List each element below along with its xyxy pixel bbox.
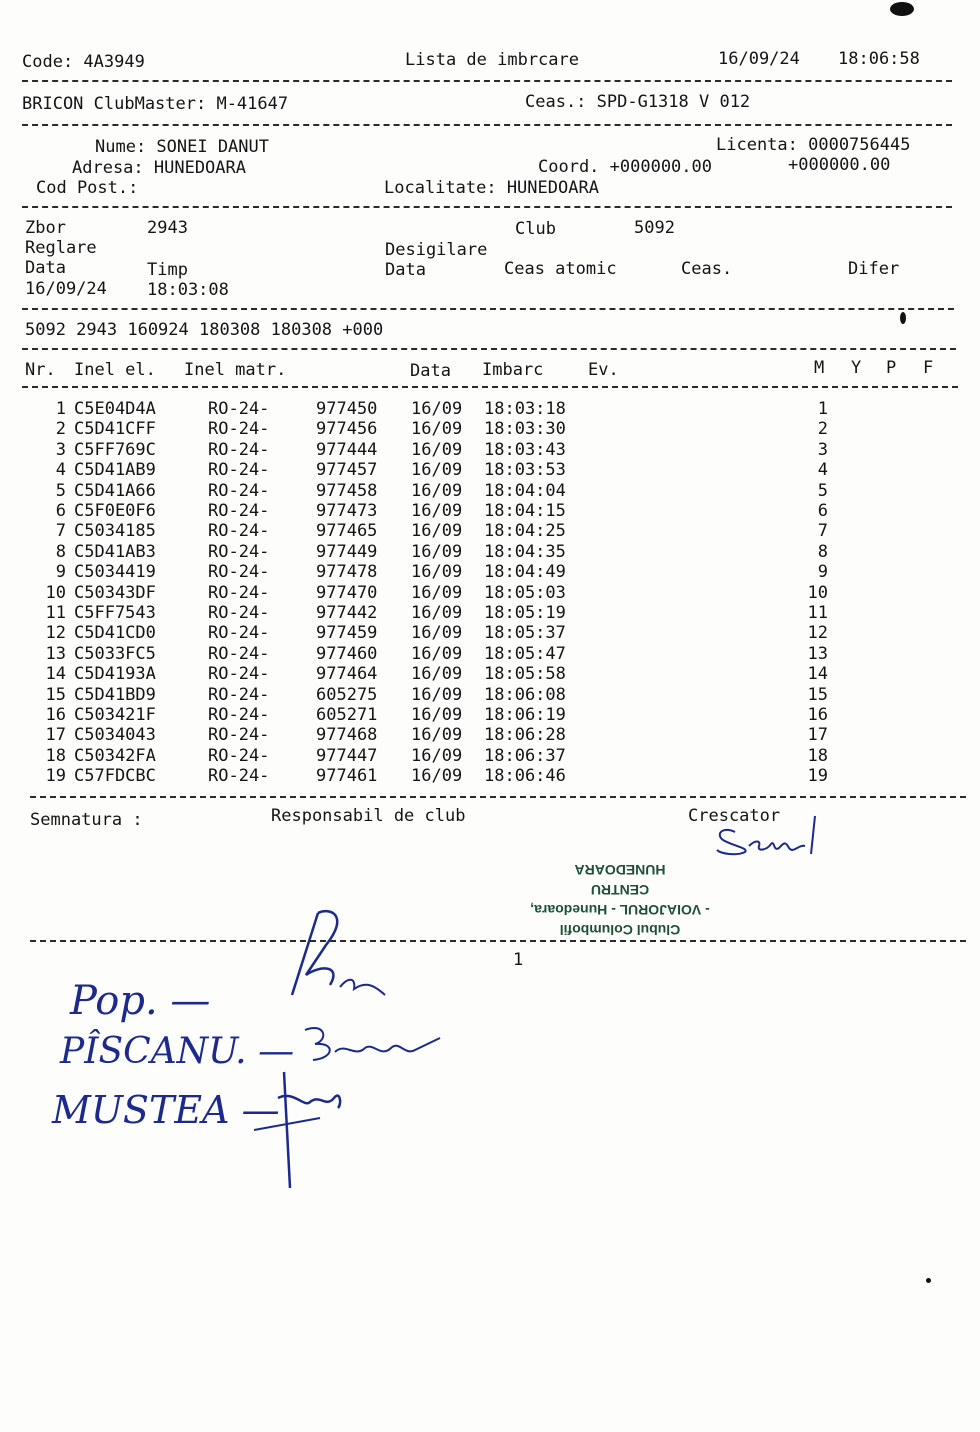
col-header-m: M bbox=[814, 358, 825, 378]
cell-inel-matr: 977465 bbox=[316, 521, 378, 542]
divider bbox=[30, 940, 966, 942]
cell-nr: 15 bbox=[45, 684, 66, 705]
col-header-p: P bbox=[886, 358, 897, 378]
cell-inel-matr: 977473 bbox=[316, 501, 378, 521]
locality: Localitate: HUNEDOARA bbox=[384, 178, 599, 198]
license-number: Licenta: 0000756445 bbox=[716, 135, 911, 155]
cell-nr: 6 bbox=[55, 501, 66, 521]
table-row bbox=[0, 501, 900, 521]
divider bbox=[22, 206, 952, 208]
cell-m: 2 bbox=[817, 419, 828, 440]
col-header-inel-el: Inel el. bbox=[74, 360, 156, 380]
owner-address: Adresa: HUNEDOARA bbox=[72, 158, 246, 178]
cell-nr: 1 bbox=[55, 399, 66, 419]
cell-m: 10 bbox=[807, 582, 828, 603]
table-row bbox=[0, 521, 900, 541]
cell-inel-el: C5E04D4A bbox=[74, 399, 156, 419]
cell-time: 18:06:37 bbox=[484, 745, 566, 766]
club-number: 5092 bbox=[634, 218, 675, 238]
cell-m: 7 bbox=[817, 521, 828, 542]
coordinates: Coord. +000000.00 bbox=[538, 157, 712, 177]
col-header-imbarc: Imbarc bbox=[482, 360, 544, 380]
print-time: 18:06:58 bbox=[838, 49, 920, 69]
cell-nr: 13 bbox=[45, 643, 66, 664]
cell-time: 18:05:19 bbox=[484, 603, 566, 623]
signature-label: Semnatura : bbox=[30, 810, 143, 830]
cell-m: 12 bbox=[807, 623, 828, 644]
cell-inel-matr: 977459 bbox=[316, 623, 378, 644]
table-row bbox=[0, 562, 900, 582]
cell-m: 15 bbox=[807, 684, 828, 705]
divider bbox=[22, 308, 954, 310]
cell-date: 16/09 bbox=[411, 562, 463, 583]
cell-ring-prefix: RO-24- bbox=[208, 643, 270, 664]
cell-time: 18:04:15 bbox=[484, 501, 566, 521]
cell-time: 18:05:58 bbox=[484, 664, 566, 685]
cell-m: 14 bbox=[807, 664, 828, 685]
document-title: Lista de imbrcare bbox=[405, 50, 579, 70]
cell-inel-matr: 977456 bbox=[316, 419, 378, 440]
cell-inel-matr: 977468 bbox=[316, 725, 378, 746]
cell-inel-matr: 605271 bbox=[316, 705, 378, 725]
cell-ring-prefix: RO-24- bbox=[208, 623, 270, 644]
cell-inel-matr: 977458 bbox=[316, 480, 378, 501]
handwritten-signature-2 bbox=[295, 1018, 445, 1068]
ink-speck bbox=[890, 2, 914, 16]
cell-inel-matr: 977447 bbox=[316, 745, 378, 766]
atomic-clock-label: Ceas atomic bbox=[504, 259, 617, 279]
stamp-line: HUNEDOARA bbox=[574, 862, 666, 878]
cell-inel-el: C5D41A66 bbox=[74, 480, 156, 501]
cell-inel-matr: 977470 bbox=[316, 582, 378, 603]
cell-date: 16/09 bbox=[411, 541, 463, 562]
table-row bbox=[0, 725, 900, 745]
cell-inel-matr: 977444 bbox=[316, 439, 378, 460]
breeder-label: Crescator bbox=[688, 806, 781, 826]
cell-m: 4 bbox=[817, 460, 828, 481]
cell-ring-prefix: RO-24- bbox=[208, 603, 270, 623]
cell-date: 16/09 bbox=[411, 664, 463, 685]
col-header-nr: Nr. bbox=[25, 360, 56, 380]
table-row bbox=[0, 583, 900, 603]
club-responsible-label: Responsabil de club bbox=[271, 806, 466, 826]
cell-inel-el: C50343DF bbox=[74, 582, 156, 603]
stamp-line: - VOIAJORUL - Hunedoara, bbox=[530, 902, 710, 918]
stamp-line: CENTRU bbox=[590, 882, 650, 898]
cell-inel-el: C5033FC5 bbox=[74, 643, 156, 664]
time-label: Timp bbox=[147, 260, 188, 280]
cell-nr: 18 bbox=[45, 745, 66, 766]
clock-label: Ceas. bbox=[681, 259, 733, 279]
cell-m: 17 bbox=[807, 725, 828, 746]
coordinates-value: +000000.00 bbox=[788, 155, 891, 175]
table-row bbox=[0, 746, 900, 766]
cell-time: 18:04:35 bbox=[484, 541, 566, 562]
cell-ring-prefix: RO-24- bbox=[208, 705, 270, 725]
cell-ring-prefix: RO-24- bbox=[208, 745, 270, 766]
cell-m: 8 bbox=[817, 541, 828, 562]
cell-inel-el: C5D41CFF bbox=[74, 419, 156, 440]
table-row bbox=[0, 542, 900, 562]
cell-date: 16/09 bbox=[411, 460, 463, 481]
handwritten-signature-1 bbox=[270, 905, 400, 1010]
cell-ring-prefix: RO-24- bbox=[208, 419, 270, 440]
cell-date: 16/09 bbox=[411, 582, 463, 603]
flight-label: Zbor bbox=[25, 218, 66, 238]
cell-ring-prefix: RO-24- bbox=[208, 480, 270, 501]
cell-date: 16/09 bbox=[411, 725, 463, 746]
cell-inel-el: C5FF769C bbox=[74, 439, 156, 460]
unsealing-label: Desigilare bbox=[385, 240, 488, 260]
cell-inel-el: C5034043 bbox=[74, 725, 156, 746]
cell-nr: 17 bbox=[45, 725, 66, 746]
setting-date: 16/09/24 bbox=[25, 279, 107, 299]
cell-inel-el: C57FDCBC bbox=[74, 766, 156, 787]
table-row bbox=[0, 685, 900, 705]
handwritten-name-3: MUSTEA — bbox=[52, 1088, 280, 1132]
cell-time: 18:04:49 bbox=[484, 562, 566, 583]
cell-ring-prefix: RO-24- bbox=[208, 664, 270, 685]
cell-inel-matr: 977478 bbox=[316, 562, 378, 583]
cell-ring-prefix: RO-24- bbox=[208, 521, 270, 542]
cell-ring-prefix: RO-24- bbox=[208, 725, 270, 746]
flight-number: 2943 bbox=[147, 218, 188, 238]
cell-time: 18:04:25 bbox=[484, 521, 566, 542]
cell-time: 18:03:18 bbox=[484, 399, 566, 419]
cell-m: 1 bbox=[817, 399, 828, 419]
cell-inel-el: C5D4193A bbox=[74, 664, 156, 685]
col-header-inel-matr: Inel matr. bbox=[184, 360, 287, 380]
divider bbox=[22, 124, 952, 126]
cell-time: 18:03:43 bbox=[484, 439, 566, 460]
cell-nr: 12 bbox=[45, 623, 66, 644]
cell-time: 18:05:47 bbox=[484, 643, 566, 664]
table-row bbox=[0, 460, 900, 480]
cell-ring-prefix: RO-24- bbox=[208, 766, 270, 787]
flight-code-line: 5092 2943 160924 180308 180308 +000 bbox=[25, 320, 384, 340]
col-header-f: F bbox=[923, 358, 934, 378]
setting-label: Reglare bbox=[25, 238, 97, 258]
cell-inel-el: C5D41AB9 bbox=[74, 460, 156, 481]
cell-nr: 5 bbox=[55, 480, 66, 501]
cell-time: 18:06:28 bbox=[484, 725, 566, 746]
cell-inel-matr: 977464 bbox=[316, 664, 378, 685]
cell-inel-matr: 605275 bbox=[316, 684, 378, 705]
cell-inel-el: C50342FA bbox=[74, 745, 156, 766]
cell-ring-prefix: RO-24- bbox=[208, 460, 270, 481]
cell-nr: 4 bbox=[55, 460, 66, 481]
club-label: Club bbox=[515, 219, 556, 239]
cell-inel-matr: 977457 bbox=[316, 460, 378, 481]
cell-inel-el: C5FF7543 bbox=[74, 603, 156, 623]
cell-time: 18:06:08 bbox=[484, 684, 566, 705]
cell-inel-matr: 977450 bbox=[316, 399, 378, 419]
cell-inel-matr: 977449 bbox=[316, 541, 378, 562]
table-row bbox=[0, 603, 900, 623]
cell-nr: 7 bbox=[55, 521, 66, 542]
cell-date: 16/09 bbox=[411, 745, 463, 766]
handwritten-name-1: Pop. — bbox=[70, 978, 211, 1024]
cell-time: 18:06:46 bbox=[484, 766, 566, 787]
cell-ring-prefix: RO-24- bbox=[208, 501, 270, 521]
cell-ring-prefix: RO-24- bbox=[208, 399, 270, 419]
cell-time: 18:03:53 bbox=[484, 460, 566, 481]
cell-m: 3 bbox=[817, 439, 828, 460]
cell-date: 16/09 bbox=[411, 684, 463, 705]
system-id: BRICON ClubMaster: M-41647 bbox=[22, 94, 289, 114]
handwritten-signature-3 bbox=[250, 1068, 360, 1193]
col-header-y: Y bbox=[851, 358, 862, 378]
table-row bbox=[0, 419, 900, 439]
handwritten-name-2: PÎSCANU. — bbox=[60, 1031, 295, 1072]
ink-speck bbox=[926, 1278, 931, 1283]
cell-m: 11 bbox=[807, 603, 828, 623]
cell-inel-el: C5D41AB3 bbox=[74, 541, 156, 562]
cell-date: 16/09 bbox=[411, 480, 463, 501]
cell-inel-el: C5034419 bbox=[74, 562, 156, 583]
cell-ring-prefix: RO-24- bbox=[208, 562, 270, 583]
setting-time: 18:03:08 bbox=[147, 280, 229, 300]
table-row bbox=[0, 481, 900, 501]
cell-m: 18 bbox=[807, 745, 828, 766]
cell-date: 16/09 bbox=[411, 705, 463, 725]
cell-inel-el: C5F0E0F6 bbox=[74, 501, 156, 521]
data-label: Data bbox=[25, 258, 66, 278]
cell-time: 18:04:04 bbox=[484, 480, 566, 501]
cell-nr: 19 bbox=[45, 766, 66, 787]
cell-ring-prefix: RO-24- bbox=[208, 541, 270, 562]
cell-date: 16/09 bbox=[411, 643, 463, 664]
cell-date: 16/09 bbox=[411, 623, 463, 644]
cell-nr: 14 bbox=[45, 664, 66, 685]
cell-date: 16/09 bbox=[411, 419, 463, 440]
cell-ring-prefix: RO-24- bbox=[208, 684, 270, 705]
col-header-ev: Ev. bbox=[588, 360, 619, 380]
cell-ring-prefix: RO-24- bbox=[208, 582, 270, 603]
cell-inel-matr: 977461 bbox=[316, 766, 378, 787]
cell-date: 16/09 bbox=[411, 521, 463, 542]
cell-ring-prefix: RO-24- bbox=[208, 439, 270, 460]
ink-speck bbox=[900, 312, 906, 324]
cell-nr: 10 bbox=[45, 582, 66, 603]
divider bbox=[22, 348, 956, 350]
cell-nr: 3 bbox=[55, 439, 66, 460]
table-row bbox=[0, 664, 900, 684]
data-label-2: Data bbox=[385, 260, 426, 280]
owner-name: Nume: SONEI DANUT bbox=[95, 137, 269, 157]
divider bbox=[22, 80, 952, 82]
divider bbox=[22, 386, 958, 388]
cell-m: 19 bbox=[807, 766, 828, 787]
table-row bbox=[0, 440, 900, 460]
cell-time: 18:06:19 bbox=[484, 705, 566, 725]
cell-nr: 8 bbox=[55, 541, 66, 562]
cell-date: 16/09 bbox=[411, 766, 463, 787]
cell-m: 5 bbox=[817, 480, 828, 501]
cell-date: 16/09 bbox=[411, 439, 463, 460]
cell-inel-el: C5D41CD0 bbox=[74, 623, 156, 644]
table-row bbox=[0, 705, 900, 725]
cell-m: 9 bbox=[817, 562, 828, 583]
postal-code: Cod Post.: bbox=[36, 178, 139, 198]
table-row bbox=[0, 766, 900, 786]
cell-nr: 2 bbox=[55, 419, 66, 440]
club-stamp bbox=[520, 860, 720, 940]
cell-m: 16 bbox=[807, 705, 828, 725]
cell-inel-el: C5D41BD9 bbox=[74, 684, 156, 705]
col-header-data: Data bbox=[410, 361, 451, 381]
cell-nr: 16 bbox=[45, 705, 66, 725]
cell-time: 18:05:03 bbox=[484, 582, 566, 603]
breeder-signature bbox=[705, 810, 835, 860]
stamp-line: Clubul Columbofil bbox=[559, 922, 681, 938]
page-number: 1 bbox=[513, 950, 524, 970]
cell-m: 6 bbox=[817, 501, 828, 521]
cell-inel-matr: 977442 bbox=[316, 603, 378, 623]
table-row bbox=[0, 399, 900, 419]
cell-nr: 9 bbox=[55, 562, 66, 583]
cell-date: 16/09 bbox=[411, 501, 463, 521]
print-date: 16/09/24 bbox=[718, 49, 800, 69]
cell-date: 16/09 bbox=[411, 603, 463, 623]
cell-nr: 11 bbox=[45, 603, 66, 623]
cell-date: 16/09 bbox=[411, 399, 463, 419]
code-label: Code: 4A3949 bbox=[22, 52, 145, 72]
cell-time: 18:03:30 bbox=[484, 419, 566, 440]
table-row bbox=[0, 623, 900, 643]
divider bbox=[30, 796, 966, 798]
clock-id: Ceas.: SPD-G1318 V 012 bbox=[525, 92, 751, 112]
cell-m: 13 bbox=[807, 643, 828, 664]
cell-inel-matr: 977460 bbox=[316, 643, 378, 664]
difference-label: Difer bbox=[848, 259, 900, 279]
cell-time: 18:05:37 bbox=[484, 623, 566, 644]
cell-inel-el: C5034185 bbox=[74, 521, 156, 542]
cell-inel-el: C503421F bbox=[74, 705, 156, 725]
table-row bbox=[0, 644, 900, 664]
